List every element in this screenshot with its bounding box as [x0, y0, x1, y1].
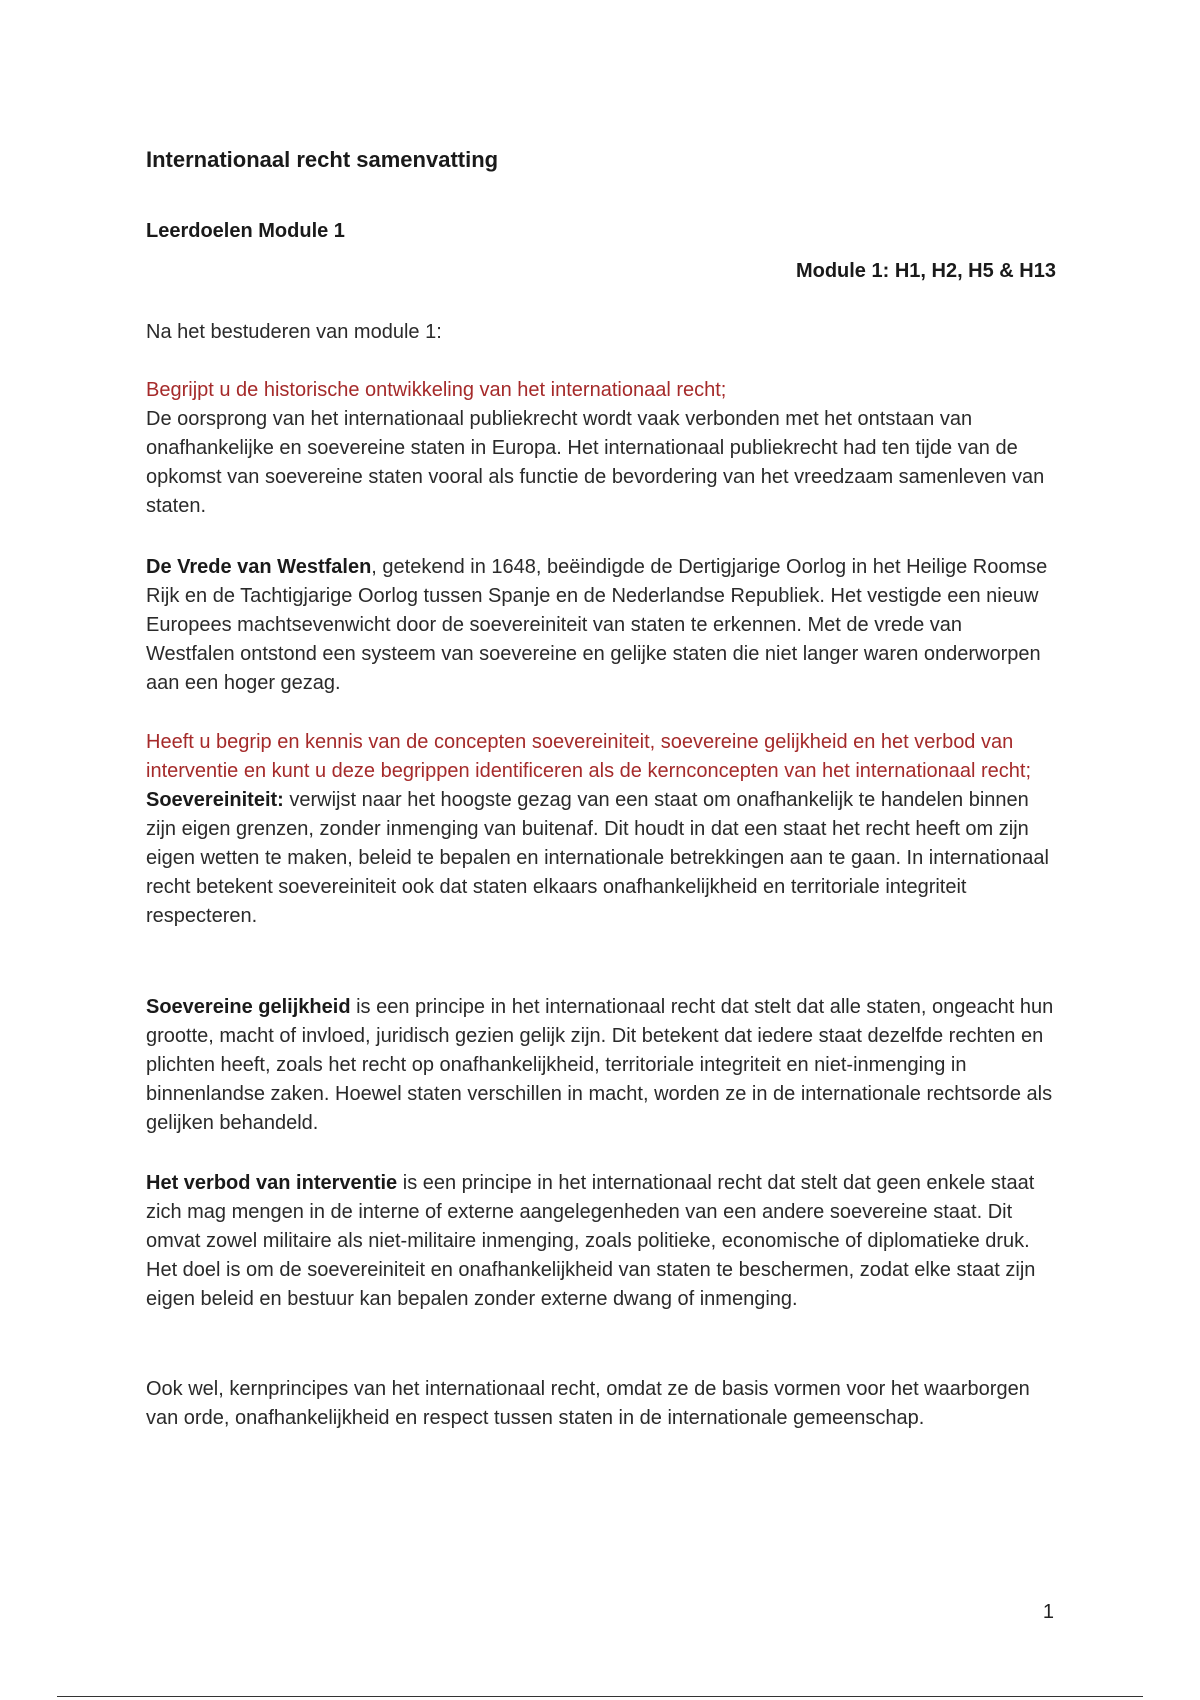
equality-paragraph: is een principe in het internationaal recht dat stelt dat alle staten, ongeacht hun grootte, macht of invloed, juridisch gezien gelijk zijn. Dit betekent dat iedere staat dezelfde rechten en plichten heeft, zoals het recht op onafhankelijkheid, territoriale integriteit en niet-inmenging in binnenlandse zaken. Hoewel staten verschillen in macht, worden ze in de internationale rechtsorde als gelijken behandeld. — [146, 996, 1054, 1134]
westfalen-paragraph: , getekend in 1648, beëindigde de Dertigjarige Oorlog in het Heilige Roomse Rijk en de Tachtigjarige Oorlog tussen Spanje en de Nederlandse Republiek. Het vestigde een nieuw Europees machtsevenwicht door de soevereiniteit van staten te erkennen. Met de vrede van Westfalen ontstond een systeem van soevereine en gelijke staten die niet langer waren onderworpen aan een hoger gezag. — [146, 556, 1048, 694]
term-verbod-van-interventie: Het verbod van interventie — [146, 1172, 398, 1194]
intro-text: Na het bestuderen van module 1: — [146, 321, 442, 343]
history-block — [146, 376, 1056, 521]
conclusion-paragraph: Ook wel, kernprincipes van het internationaal recht, omdat ze de basis vormen voor het waarborgen van orde, onafhankelijkheid en respect tussen staten in de internationale gemeenschap. — [146, 1378, 1030, 1429]
soevereiniteit-paragraph: verwijst naar het hoogste gezag van een staat om onafhankelijk te handelen binnen zijn eigen grenzen, zonder inmenging van buitenaf. Dit houdt in dat een staat het recht heeft om zijn eigen wetten te maken, beleid te bepalen en internationale betrekkingen aan te gaan. In internationaal recht betekent soevereiniteit ook dat staten elkaars onafhankelijkheid en territoriale integriteit respecteren. — [146, 789, 1049, 927]
westfalen-block — [146, 553, 1056, 698]
intervention-paragraph: is een principe in het internationaal recht dat stelt dat geen enkele staat zich mag mengen in de interne of externe aangelegenheden van een andere soevereine staat. Dit omvat zowel militaire als niet-militaire inmenging, zoals politieke, economische of diplomatieke druk. Het doel is om de soevereiniteit en onafhankelijkheid van staten te beschermen, zodat elke staat zijn eigen beleid en bestuur kan bepalen zonder externe dwang of inmenging. — [146, 1172, 1036, 1310]
term-westfalen: De Vrede van Westfalen — [146, 556, 372, 578]
section-title: Leerdoelen Module 1 — [146, 220, 345, 242]
module-reference: Module 1: H1, H2, H5 & H13 — [795, 260, 1056, 282]
term-soevereiniteit: Soevereiniteit: — [146, 789, 284, 811]
concepts-block — [146, 728, 1056, 931]
document-title: Internationaal recht samenvatting — [146, 147, 499, 172]
term-soevereine-gelijkheid: Soevereine gelijkheid — [146, 996, 351, 1018]
history-paragraph: De oorsprong van het internationaal publiekrecht wordt vaak verbonden met het ontstaan van onafhankelijke en soevereine staten in Europa. Het internationaal publiekrecht had ten tijde van de opkomst van soevereine staten vooral als functie de bevordering van het vreedzaam samenleven van staten. — [146, 408, 1045, 517]
equality-block — [146, 993, 1056, 1138]
page-number: 1 — [1042, 1601, 1054, 1623]
intervention-block — [146, 1169, 1056, 1314]
learning-question-concepts: Heeft u begrip en kennis van de concepten soevereiniteit, soevereine gelijkheid en het verbod van interventie en kunt u deze begrippen identificeren als de kernconcepten van het internationaal recht; — [146, 731, 1032, 782]
page-bottom-divider — [57, 1696, 1143, 1697]
learning-question-history: Begrijpt u de historische ontwikkeling van het internationaal recht; — [146, 379, 727, 401]
conclusion-block — [146, 1375, 1056, 1433]
